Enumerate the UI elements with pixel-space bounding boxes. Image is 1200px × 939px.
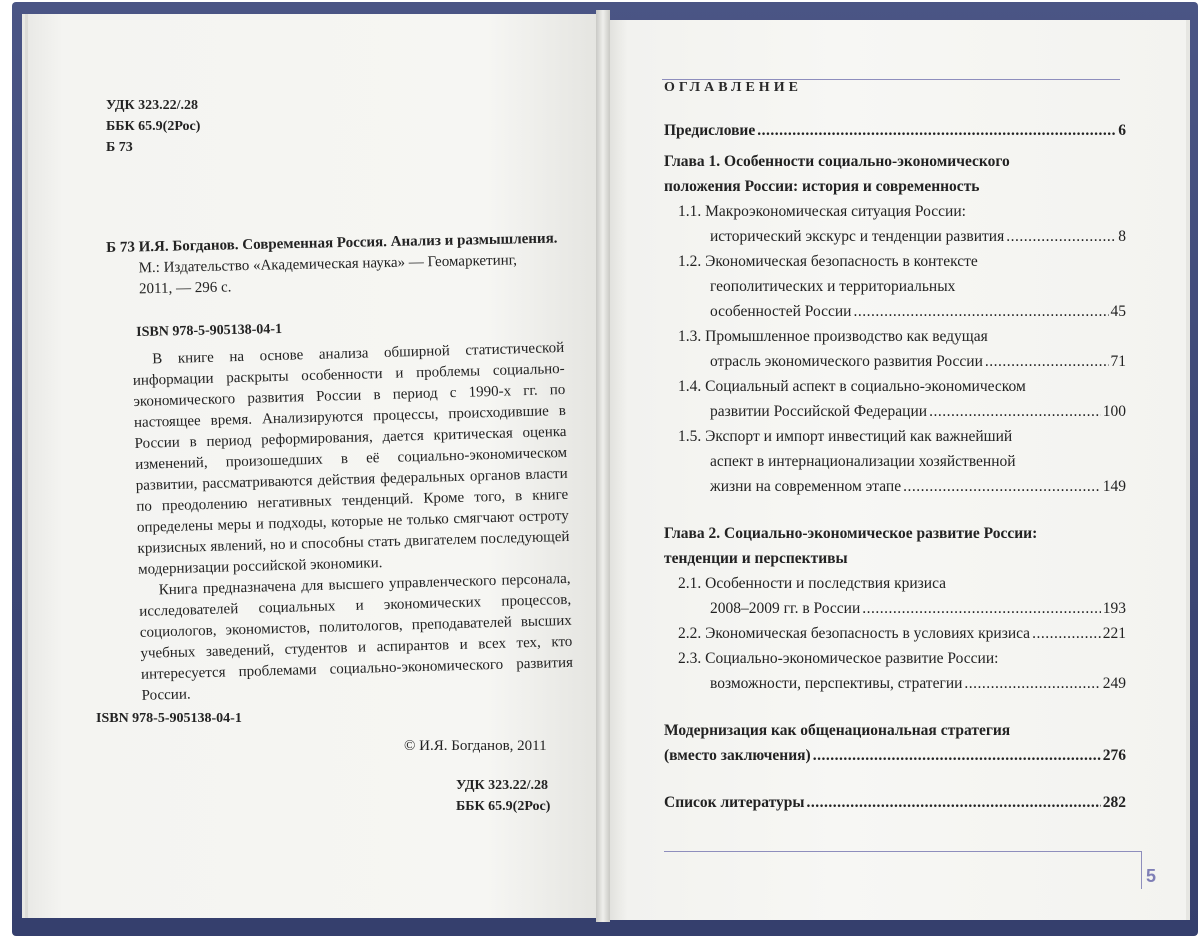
toc-entry-1-2[interactable]: 1.2. Экономическая безопасность в контексте [678,253,978,270]
book-abstract [132,338,574,707]
toc-page-number: 149 [1102,478,1126,495]
toc-chapter-2-title[interactable]: Глава 2. Социально-экономическое развитие России: [664,525,1038,542]
toc-entry-1-2-cont[interactable]: геополитических и территориальных [710,278,956,295]
toc-entry-1-4[interactable]: 1.4. Социальный аспект в социально-экономическом [678,378,1026,395]
toc-modernization-cont[interactable]: (вместо заключения) ..... 276 [664,743,1126,768]
toc-entry-2-3[interactable]: 2.3. Социально-экономическое развитие России: [678,650,999,667]
table-of-contents [664,118,1126,815]
leader-dots [757,118,1116,143]
toc-entry-1-1-cont[interactable]: исторический экскурс и тенденции развития ..... 8 [664,224,1126,249]
toc-chapter-2-title-cont[interactable]: тенденции и перспективы [664,550,848,567]
book-gutter [596,10,610,922]
toc-entry-1-4-cont[interactable]: развитии Российской Федерации ..... 100 [664,399,1126,424]
toc-page-number: 193 [1102,600,1126,617]
toc-entry-1-5-cont2[interactable]: жизни на современном этапе ..... 149 [664,474,1126,499]
publisher-line: М.: Издательство «Академическая наука» — Геомаркетинг, [138,252,518,277]
leader-dots [853,299,1108,324]
toc-entry-1-5-cont[interactable]: аспект в интернационализации хозяйственной [710,453,1016,470]
isbn-bottom: ISBN 978-5-905138-04-1 [96,711,242,726]
year-pages-line: 2011, — 296 с. [138,279,232,298]
abstract-paragraph-1: В книге на основе анализа обширной статистической информации раскрыты особенности и проблемы социально-экономического развития России в период с 1990-х гг. по настоящее время. Анализируются процессы, происходившие в России в период реформирования, дается критическая оценка изменений, произошедших в её социально-экономическом развитии, рассматриваются действия федеральных органов власти по преодолению негативных тенденций. Кроме того, в книге определены меры и подходы, которые не только смягчают остроту кризисных явлений, но и способны стать двигателем последующей модернизации российской экономики. [132,339,570,578]
toc-entry-1-3-cont[interactable]: отрасль экономического развития России ..... 71 [664,349,1126,374]
toc-page-number: 100 [1102,403,1126,420]
toc-page-number: 276 [1102,747,1126,764]
toc-entry-2-1-cont[interactable]: 2008–2009 гг. в России ..... 193 [664,596,1126,621]
toc-entry-1-2-cont2[interactable]: особенностей России ..... 45 [664,299,1126,324]
leader-dots [813,743,1101,768]
toc-page-number: 71 [1110,353,1126,370]
isbn-inline: ISBN 978-5-905138-04-1 [136,321,283,340]
leader-dots [1006,224,1116,249]
toc-page-number: 8 [1118,228,1126,245]
toc-entry-1-3[interactable]: 1.3. Промышленное производство как ведущая [678,328,988,345]
classification-codes-top [106,95,200,158]
classification-codes-bottom [456,775,550,817]
toc-entry-2-3-cont[interactable]: возможности, перспективы, стратегии ..... 249 [664,671,1126,696]
leader-dots [903,474,1101,499]
toc-entry-preface[interactable]: Предисловие ..... 6 [664,118,1126,143]
toc-entry-references[interactable]: Список литературы ..... 282 [664,790,1126,815]
toc-page-number: 45 [1110,303,1126,320]
toc-entry-1-1[interactable]: 1.1. Макроэкономическая ситуация России: [678,203,966,220]
toc-entry-2-2[interactable]: 2.2. Экономическая безопасность в условиях кризиса ..... 221 [664,621,1126,646]
toc-entry-1-5[interactable]: 1.5. Экспорт и импорт инвестиций как важнейший [678,428,1013,445]
udc-code: УДК 323.22/.28 [106,98,199,113]
bbk-code-bottom: ББК 65.9(2Рос) [456,799,551,814]
leader-dots [929,399,1101,424]
leader-dots [1032,621,1101,646]
leader-dots [985,349,1109,374]
abstract-paragraph-2: Книга предназначена для высшего управленческого персонала, исследователей социальных и экономических процессов, социологов, экономистов, политологов, преподавателей высших учебных заведений, студентов и аспирантов и всех тех, кто интересуется проблемами социально-экономического развития России. [139,570,574,704]
leader-dots [806,790,1100,815]
toc-page-number: 282 [1102,794,1126,811]
toc-chapter-1-title-cont[interactable]: положения России: история и современность [664,178,980,195]
toc-modernization-title[interactable]: Модернизация как общенациональная стратегия [664,722,1011,739]
book-title-line: Б 73 И.Я. Богданов. Современная Россия. Анализ и размышления. [106,230,558,256]
bbk-code: ББК 65.9(2Рос) [106,119,201,134]
leader-dots [964,671,1100,696]
toc-entry-2-1[interactable]: 2.1. Особенности и последствия кризиса [678,575,947,592]
page-number: 5 [1146,866,1157,886]
toc-chapter-1-title[interactable]: Глава 1. Особенности социально-экономического [664,153,1010,170]
bibliographic-record [106,228,577,301]
toc-page-number: 221 [1102,625,1126,642]
toc-bottom-rule [664,851,1142,852]
toc-page-number: 6 [1118,122,1126,139]
author-mark: Б 73 [106,140,133,155]
leader-dots [862,596,1100,621]
toc-page-number: 249 [1102,675,1126,692]
page-number-divider [1141,851,1142,889]
udc-code-bottom: УДК 323.22/.28 [456,778,549,793]
copyright-notice: © И.Я. Богданов, 2011 [404,738,547,754]
toc-heading: ОГЛАВЛЕНИЕ [664,80,802,95]
